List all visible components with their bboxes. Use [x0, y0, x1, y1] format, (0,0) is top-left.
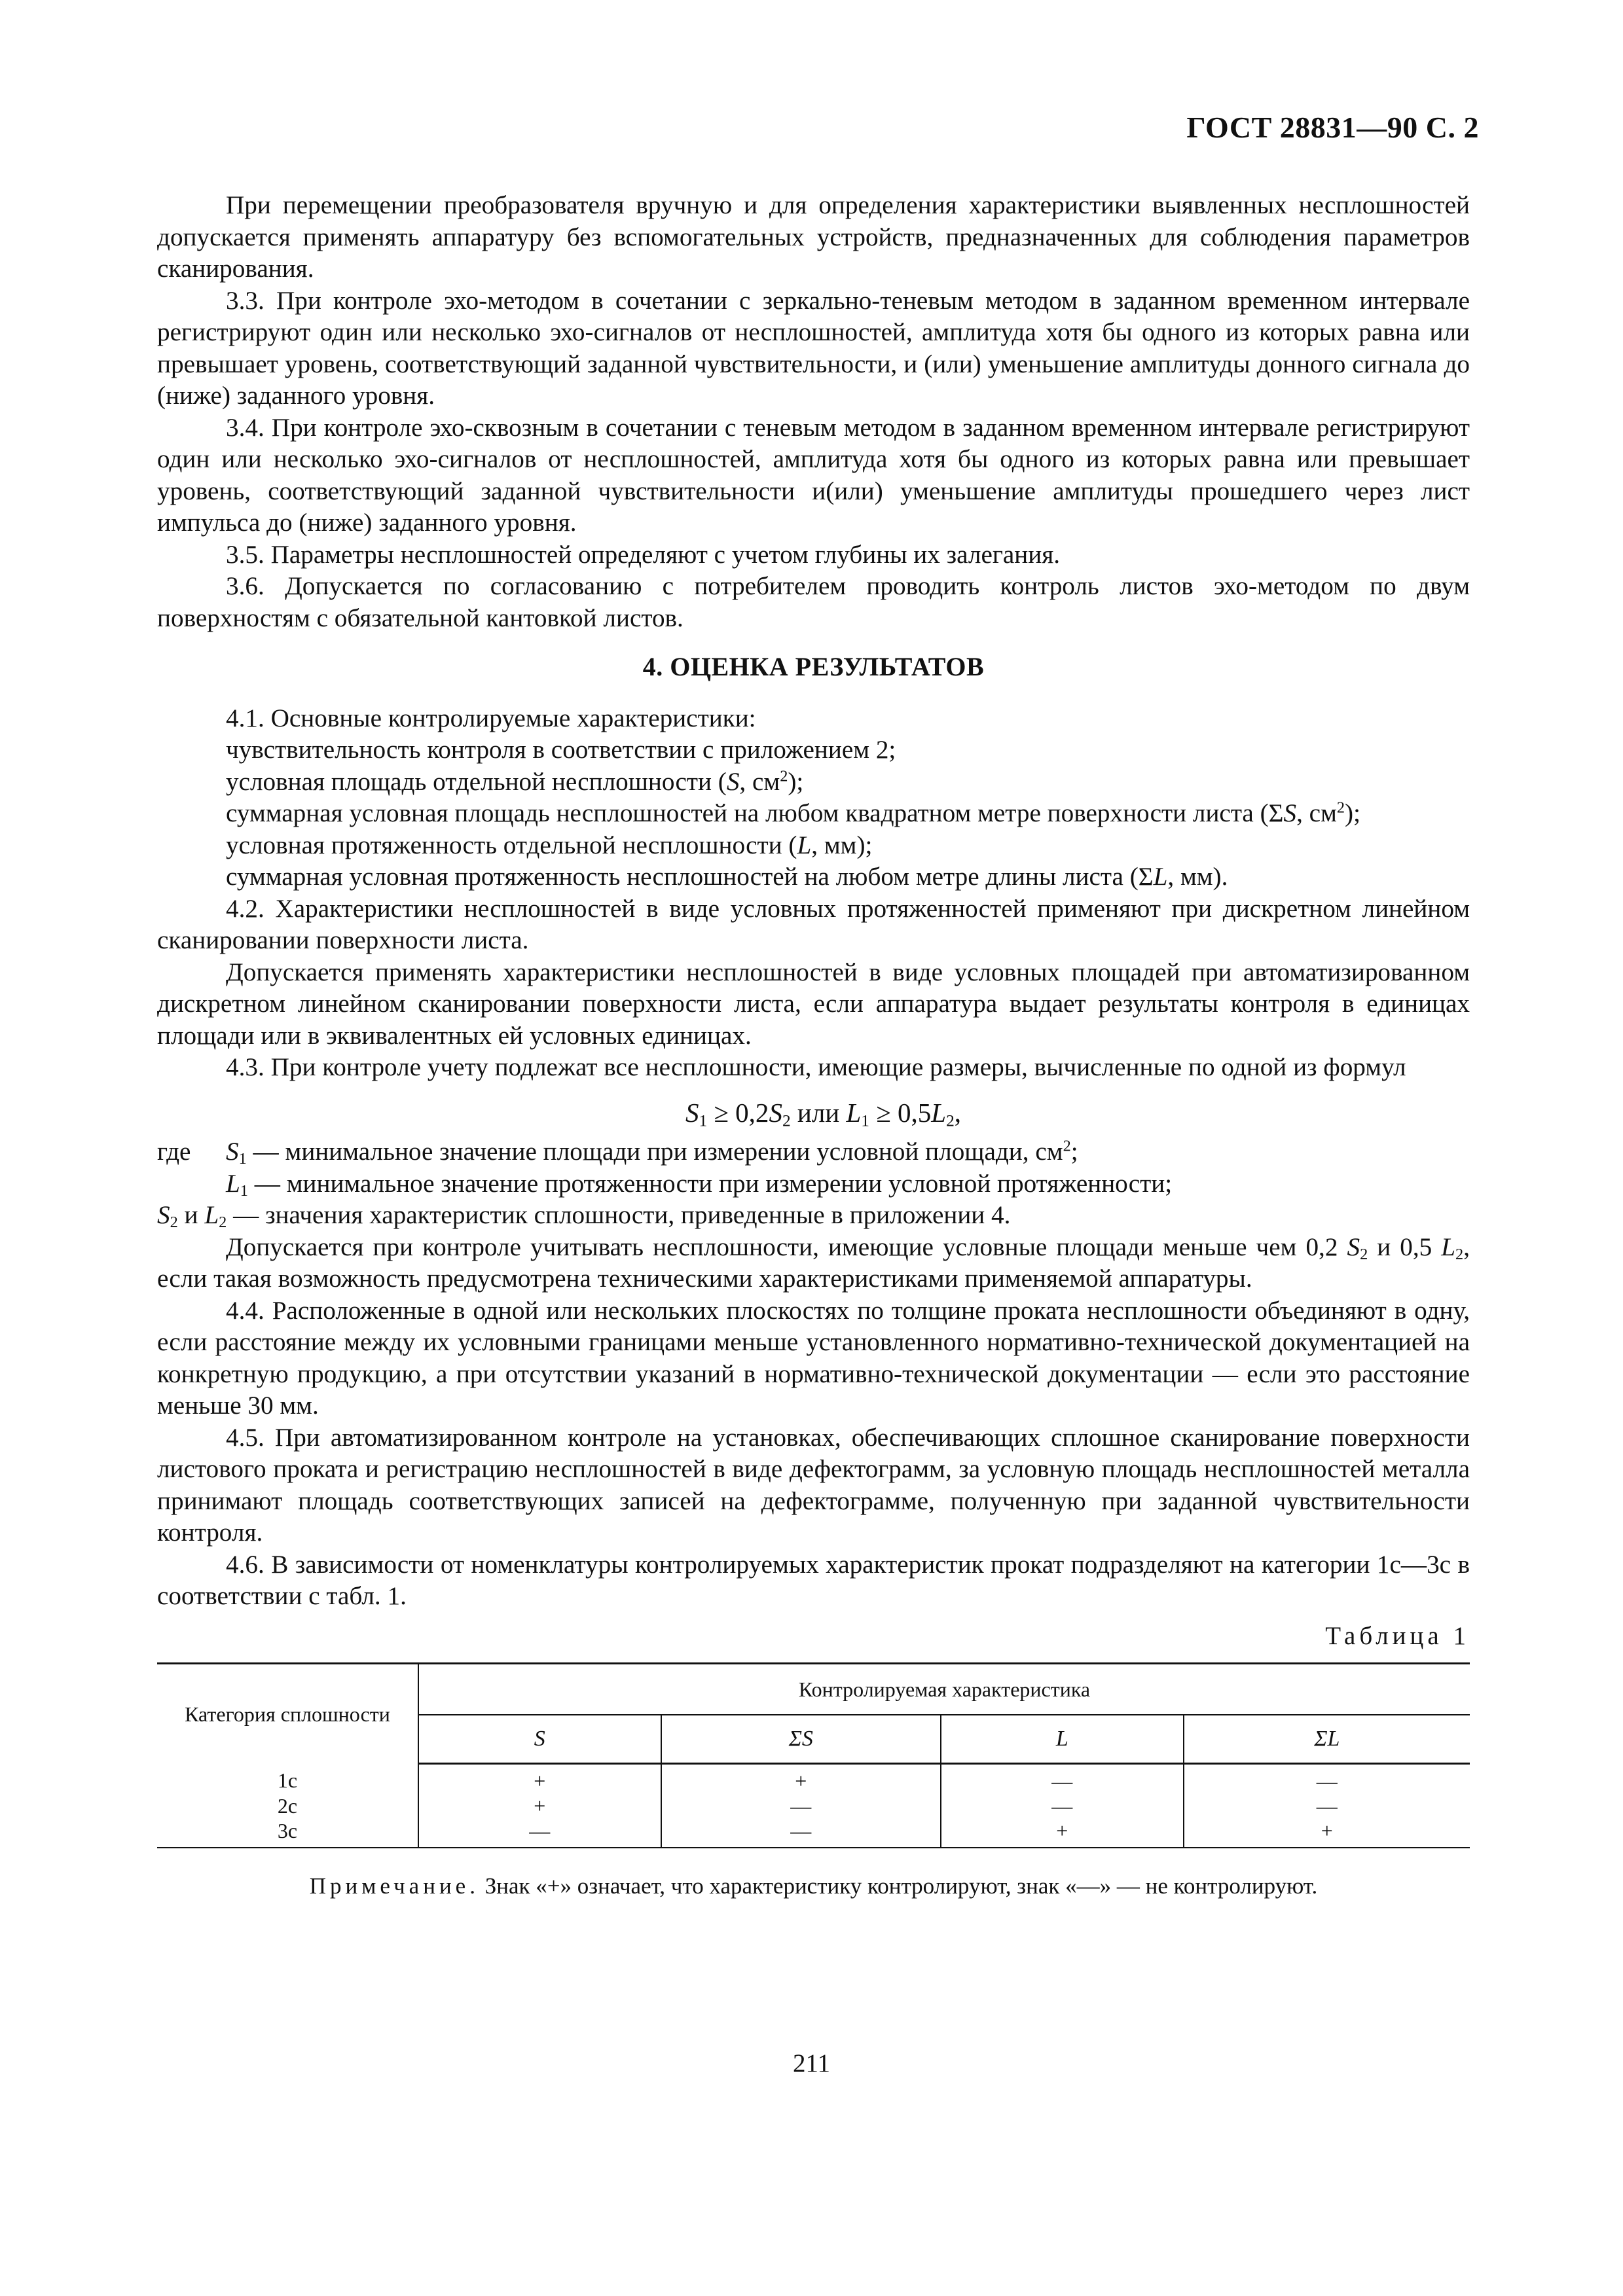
- characteristic-sensitivity: чувствительность контроля в соответствии с приложением 2;: [226, 736, 896, 764]
- row-category: 2с: [277, 1794, 298, 1818]
- table-row: [157, 1818, 1470, 1848]
- characteristic-area: условная площадь отдельной несплошности (S, $см^2$);: [226, 767, 804, 796]
- superscript: 2: [1336, 798, 1345, 817]
- where-line-3: $S_2$ и $L_2$ — значения характеристик сплошности, приведенные в приложении 4.: [157, 1201, 1011, 1232]
- table-cell: +: [418, 1764, 661, 1794]
- page-number: 211: [792, 2049, 831, 2077]
- formula: $S_1 \ge 0,2S_2$ или $L_1 \ge 0,5L_2$,: [685, 1097, 962, 1130]
- paragraph-4-2b: Допускается применять характеристики несплошностей в виде условных площадей при автоматизированном дискретном линейном сканировании поверхности листа, если аппаратура выдает результаты контроля в единицах площади или в эквивалентных ей условных единицах.: [157, 958, 1470, 1050]
- paragraph-4-4: 4.4. Расположенные в одной или нескольких плоскостях по толщине проката несплошности объединяют в одну, если расстояние между их условными границами меньше установленного нормативно-технической документацией на конкретную продукцию, а при отсутствии указаний в нормативно-технической документации — если это расстояние меньше 30 мм.: [157, 1296, 1470, 1420]
- document-body: [157, 190, 1470, 1903]
- paragraph-4-1: 4.1. Основные контролируемые характеристики:: [226, 704, 756, 732]
- paragraph-4-5: 4.5. При автоматизированном контроле на установках, обеспечивающих сплошное сканирование поверхности листового проката и регистрацию несплошностей в виде дефектограмм, за условную площадь несплошностей металла принимают площадь соответствующих записей на дефектограмме, полученную при заданной чувствительности контроля.: [157, 1423, 1470, 1547]
- table-cell: —: [1184, 1764, 1470, 1794]
- superscript: 2: [780, 767, 788, 785]
- note-label: Примечание.: [309, 1873, 479, 1899]
- note-text: Знак «+» означает, что характеристику контролируют, знак «—» — не контролируют.: [479, 1873, 1318, 1899]
- table-cell: —: [1184, 1793, 1470, 1818]
- table-cell: —: [661, 1793, 941, 1818]
- sub-header-s: S: [418, 1715, 661, 1764]
- table-note: [157, 1871, 1470, 1903]
- table-cell: +: [941, 1818, 1184, 1848]
- page-header: ГОСТ 28831—90 С. 2: [1186, 111, 1479, 144]
- paragraph-3-6: 3.6. Допускается по согласованию с потребителем проводить контроль листов эхо-методом по двум поверхностям с обязательной кантовкой листов.: [157, 572, 1470, 632]
- table-row: [157, 1793, 1470, 1818]
- table-cell: +: [661, 1764, 941, 1794]
- row-category: 1с: [277, 1768, 298, 1793]
- paragraph-4-6: 4.6. В зависимости от номенклатуры контролируемых характеристик прокат подразделяют на категории 1с—3с в соответствии с табл. 1.: [157, 1550, 1470, 1610]
- where-line-2: $L_1$ — минимальное значение протяженности при измерении условной протяженности;: [226, 1169, 1173, 1200]
- characteristic-total-length: суммарная условная протяженность несплошностей на любом метре длины листа (ΣL, мм).: [226, 863, 1228, 891]
- table-cell: —: [941, 1793, 1184, 1818]
- where-line-1: где $S_1$ — минимальное значение площади при измерении условной площади, $см^2$;: [157, 1137, 1078, 1168]
- characteristic-total-area: суммарная условная площадь несплошностей на любом квадратном метре поверхности листа (ΣS, $см^2$);: [226, 798, 1360, 827]
- table-cell: —: [661, 1818, 941, 1848]
- paragraph-4-3b: Допускается при контроле учитывать несплошности, имеющие условные площади меньше чем 0,2 $S_2$ и 0,5 $L_2$, если такая возможность предусмотрена техническими характеристиками применяемой аппаратуры.: [157, 1232, 1470, 1293]
- table-cell: —: [941, 1764, 1184, 1794]
- sub-header-sum-l: ΣL: [1184, 1715, 1470, 1764]
- table-cell: +: [418, 1793, 661, 1818]
- table-row: [157, 1764, 1470, 1794]
- row-category: 3с: [157, 1818, 418, 1848]
- paragraph-4-2: 4.2. Характеристики несплошностей в виде условных протяженностей применяют при дискретном линейном сканировании поверхности листа.: [157, 894, 1470, 954]
- paragraph-3-4: 3.4. При контроле эхо-сквозным в сочетании с теневым методом в заданном временном интервале регистрируют один или несколько эхо-сигналов от несплошностей, амплитуда хотя бы одного из которых равна или превышает уровень, соответствующий заданной чувствительности и(или) уменьшение амплитуды прошедшего через лист импульса до (ниже) заданного уровня.: [157, 413, 1470, 537]
- characteristic-length: условная протяженность отдельной несплошности (L, мм);: [226, 831, 873, 859]
- sub-header-sum-s: ΣS: [661, 1715, 941, 1764]
- column-header-category: Категория сплошности: [157, 1664, 418, 1764]
- paragraph-3-5: 3.5. Параметры несплошностей определяют с учетом глубины их залегания.: [226, 540, 1061, 569]
- column-header-group: Контролируемая характеристика: [418, 1664, 1470, 1715]
- table-cell: +: [1184, 1818, 1470, 1848]
- table-continuity-categories: [157, 1662, 1470, 1848]
- paragraph-3-intro: При перемещении преобразователя вручную и для определения характеристики выявленных несплошностей допускается применять аппаратуру без вспомогательных устройств, предназначенных для соблюдения параметров сканирования.: [157, 191, 1470, 283]
- table-caption: Таблица 1: [1325, 1621, 1470, 1650]
- section-4-heading: 4. ОЦЕНКА РЕЗУЛЬТАТОВ: [642, 652, 985, 681]
- sub-header-l: L: [941, 1715, 1184, 1764]
- table-cell: —: [418, 1818, 661, 1848]
- paragraph-3-3: 3.3. При контроле эхо-методом в сочетании с зеркально-теневым методом в заданном временном интервале регистрируют один или несколько эхо-сигналов от несплошностей, амплитуда хотя бы одного из которых равна или превышает уровень, соответствующий заданной чувствительности, и (или) уменьшение амплитуды донного сигнала до (ниже) заданного уровня.: [157, 286, 1470, 410]
- paragraph-4-3: 4.3. При контроле учету подлежат все несплошности, имеющие размеры, вычисленные по одной из формул: [226, 1053, 1406, 1081]
